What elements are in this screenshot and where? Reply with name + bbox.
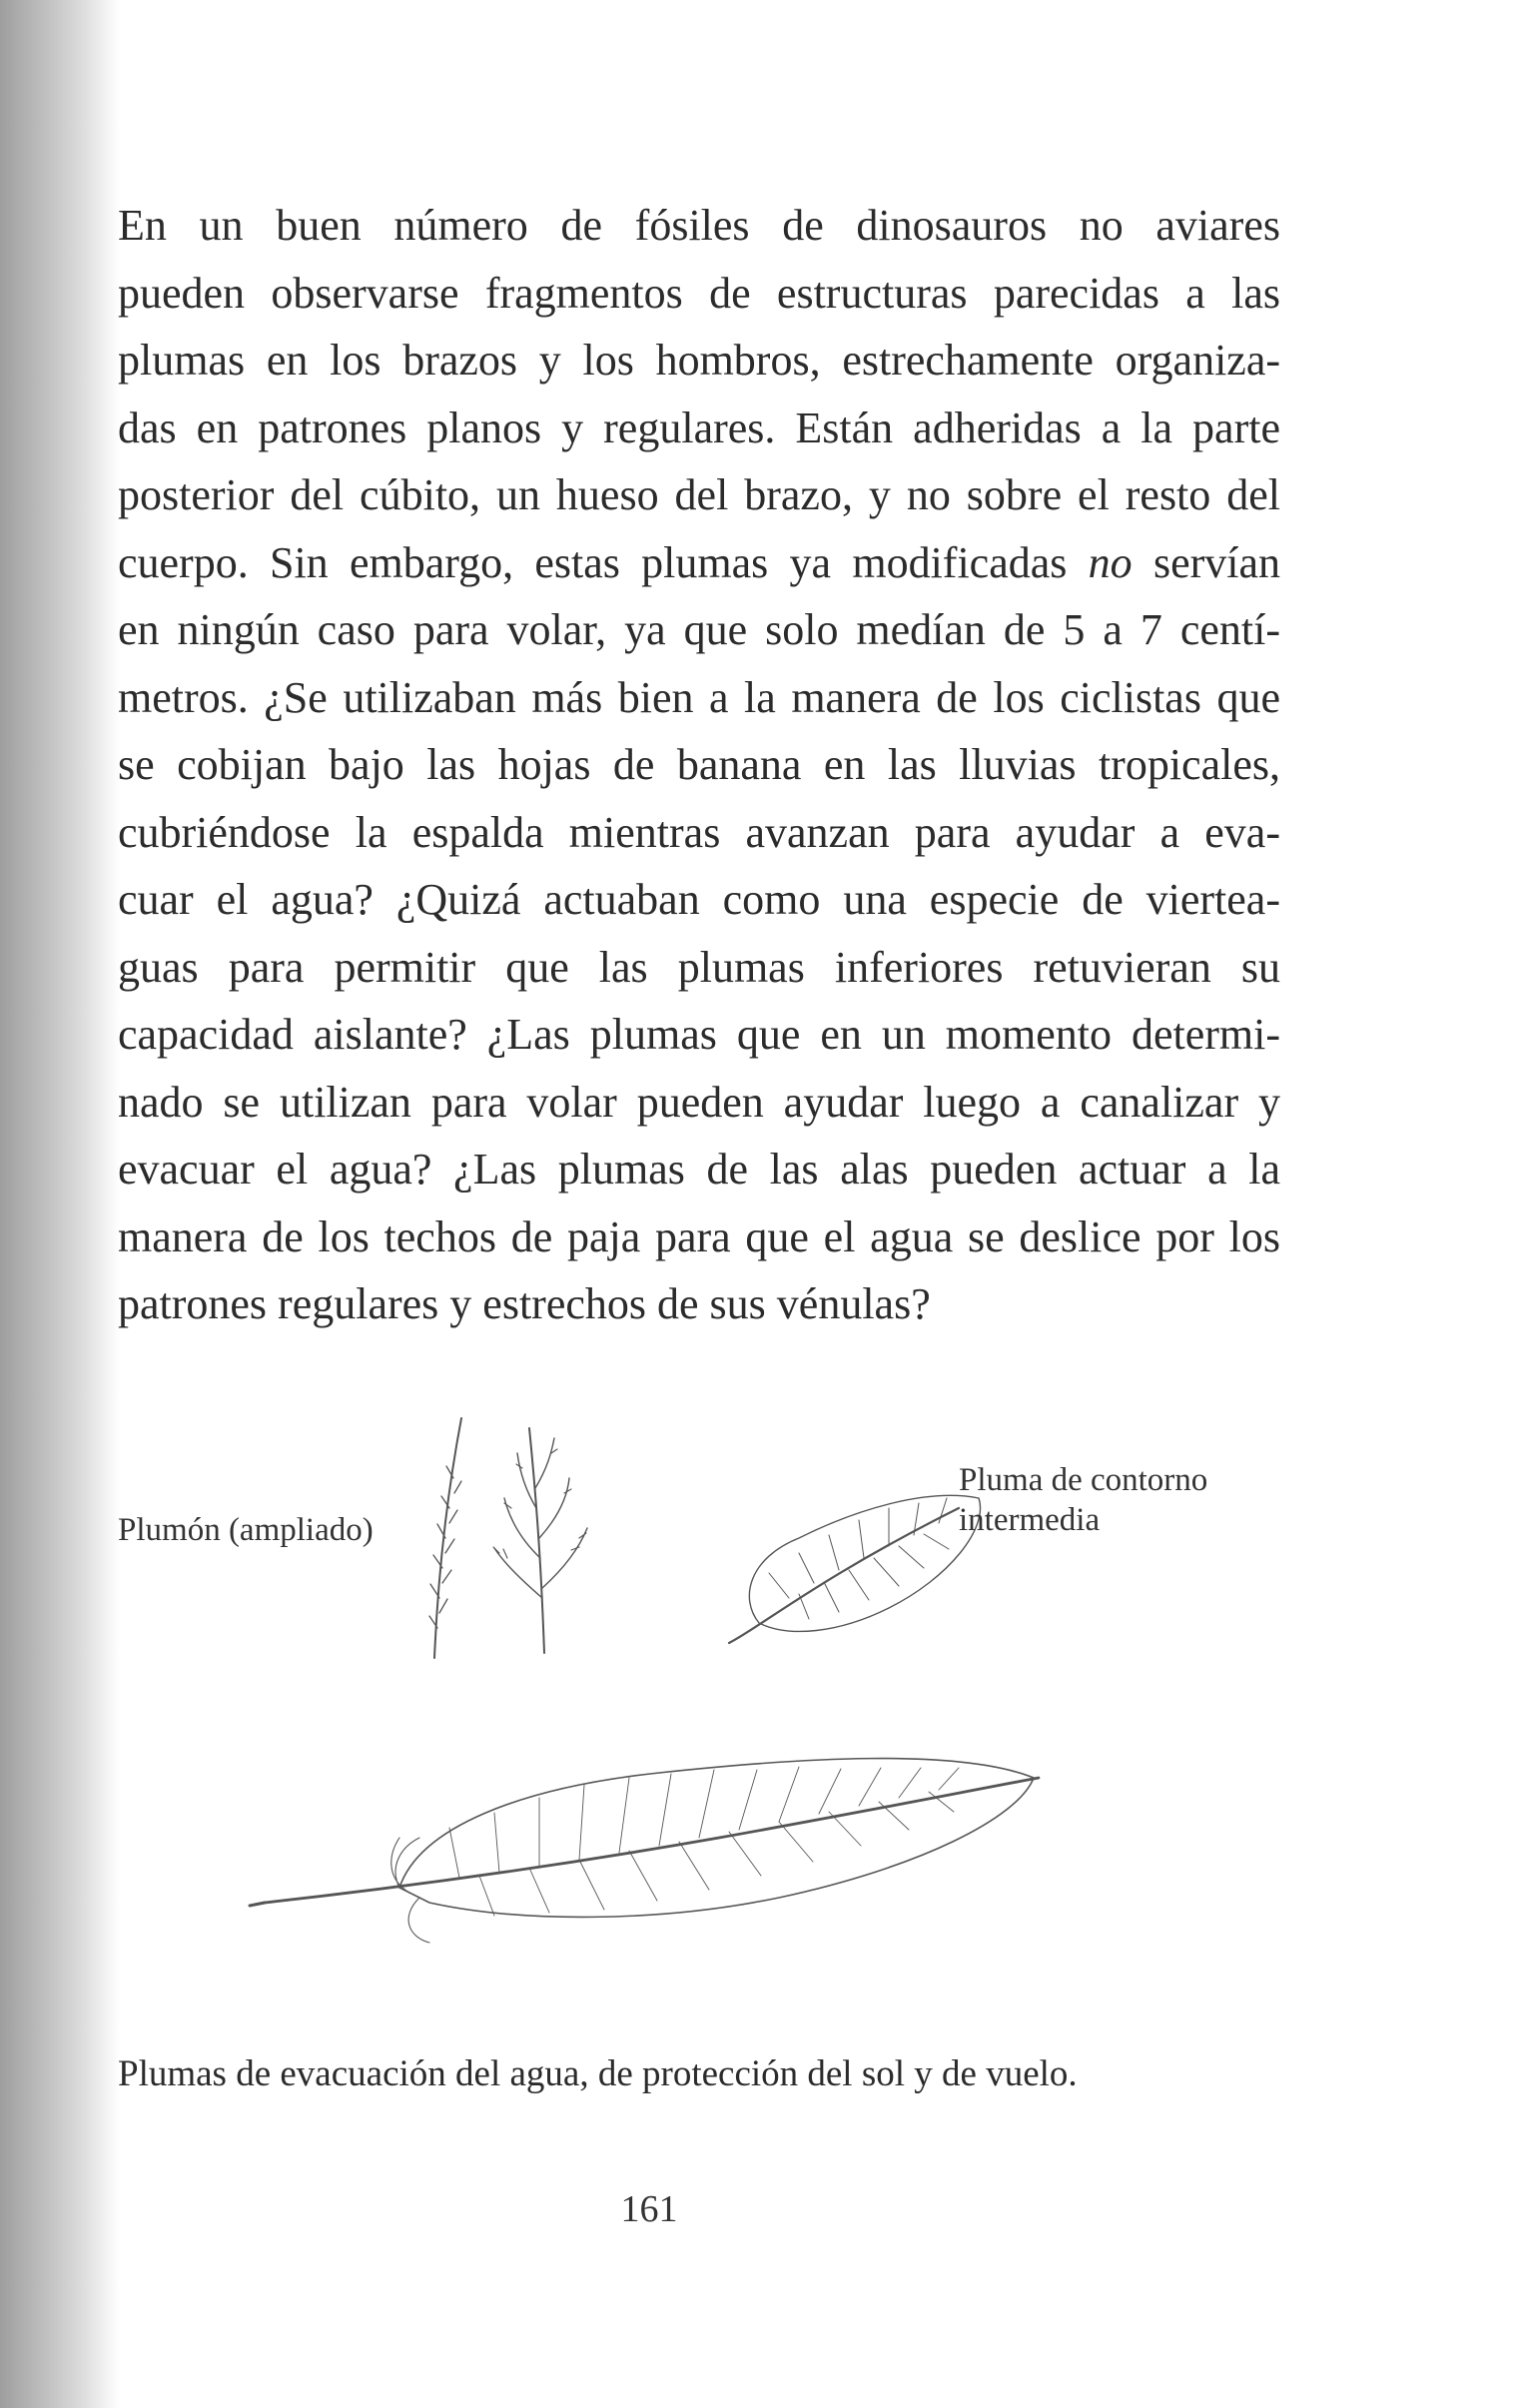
- label-contour-feather-line-1: Pluma de contorno: [959, 1462, 1208, 1498]
- text-line-7: en ningún caso para volar, ya que solo medían de 5 a 7 centí-: [118, 605, 1280, 654]
- text-line-8: metros. ¿Se utilizaban más bien a la manera de los ciclistas que: [118, 672, 1280, 722]
- text-line-10: cubriéndose la espalda mientras avanzan para ayudar a eva-: [118, 807, 1280, 857]
- text-line-13: capacidad aislante? ¿Las plumas que en un momento determi-: [118, 1010, 1280, 1059]
- emphasis-no: no: [1088, 537, 1133, 587]
- text-line-16: manera de los techos de paja para que el agua se deslice por los: [118, 1211, 1280, 1261]
- text-line-2: pueden observarse fragmentos de estructuras parecidas a las: [118, 268, 1280, 318]
- text-line-1: En un buen número de fósiles de dinosauros no aviares: [118, 201, 1280, 250]
- text-line-3: plumas en los brazos y los hombros, estrechamente organiza-: [118, 336, 1280, 385]
- text-line-14: nado se utilizan para volar pueden ayudar luego a canalizar y: [118, 1077, 1280, 1127]
- body-paragraph: [118, 192, 1280, 1338]
- flight-feather-drawing: [250, 1759, 1039, 1943]
- feather-illustration: [100, 1398, 1298, 1978]
- text-line-6-start: cuerpo. Sin embargo, estas plumas ya modificadas: [118, 537, 1068, 587]
- label-down-feather: Plumón (ampliado): [118, 1512, 374, 1548]
- text-line-15: evacuar el agua? ¿Las plumas de las alas pueden actuar a la: [118, 1145, 1280, 1194]
- text-line-4: das en patrones planos y regulares. Están adheridas a la parte: [118, 402, 1280, 452]
- text-line-12: guas para permitir que las plumas inferiores retuvieran su: [118, 942, 1280, 992]
- text-line-9: se cobijan bajo las hojas de banana en las lluvias tropicales,: [118, 740, 1280, 789]
- figure-caption: Plumas de evacuación del agua, de protección del sol y de vuelo.: [118, 2053, 1078, 2094]
- label-contour-feather-line-2: intermedia: [959, 1502, 1101, 1538]
- text-line-5: posterior del cúbito, un hueso del brazo, y no sobre el resto del: [118, 470, 1280, 519]
- page-number: 161: [620, 2188, 678, 2230]
- down-feather-branched-drawing: [493, 1428, 587, 1653]
- text-line-6-end: servían: [1152, 537, 1281, 587]
- down-feather-thin-drawing: [429, 1418, 461, 1658]
- text-line-11: cuar el agua? ¿Quizá actuaban como una especie de viertea-: [118, 875, 1280, 924]
- text-line-6: [118, 529, 1280, 597]
- contour-feather-drawing: [729, 1495, 981, 1643]
- text-line-17: patrones regulares y estrechos de sus vénulas?: [118, 1279, 931, 1328]
